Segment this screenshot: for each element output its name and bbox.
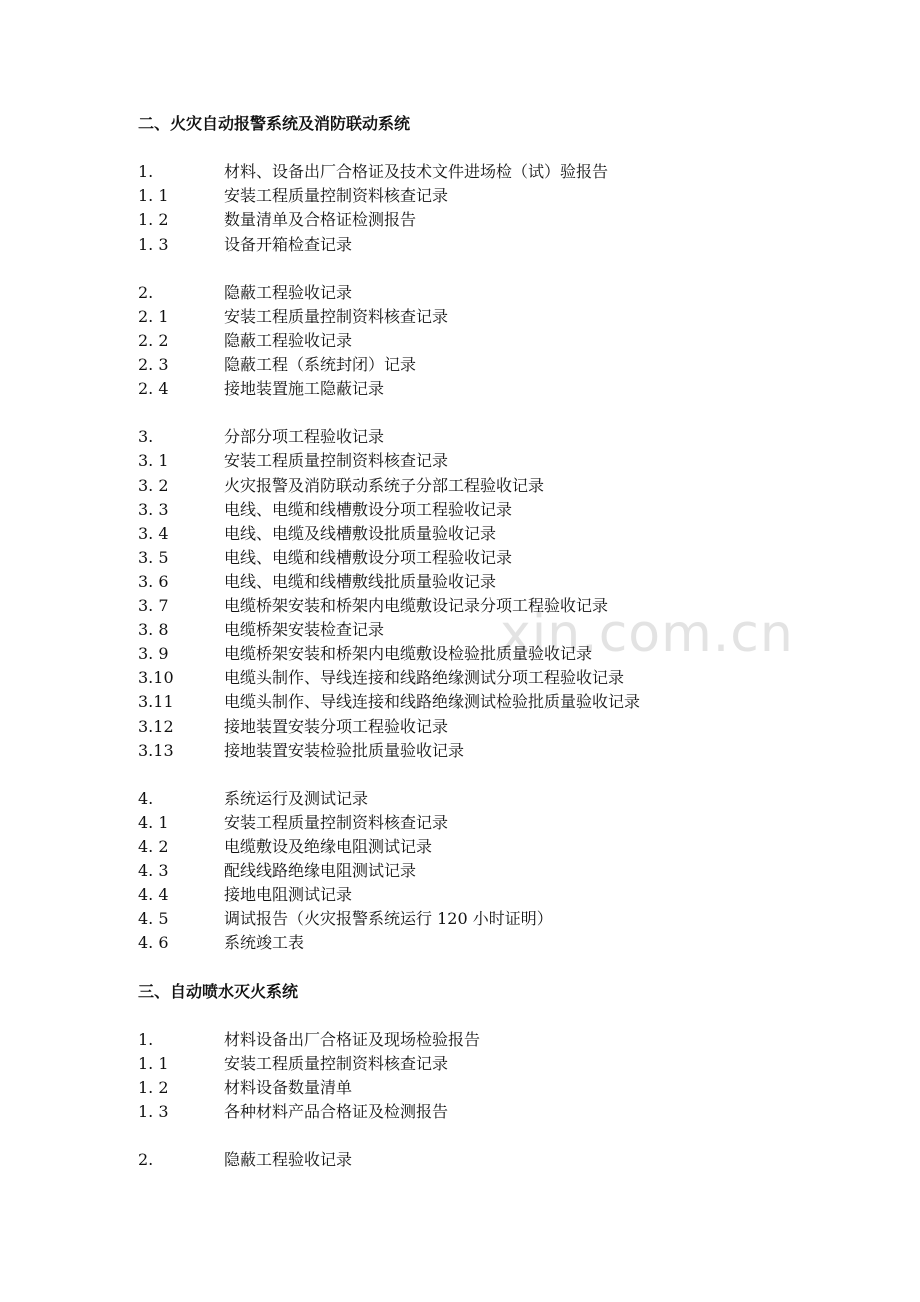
item-text: 火灾报警及消防联动系统子分部工程验收记录 [224,475,545,495]
item-number: 4. 1 [138,812,169,832]
item-text: 电缆桥架安装检查记录 [224,620,385,640]
item-number: 3.10 [138,668,174,688]
item-text: 电缆桥架安装和桥架内电缆敷设记录分项工程验收记录 [224,596,609,615]
item-number: 3. 3 [138,499,169,519]
item-number: 3. 2 [138,475,169,495]
item-text: 材料、设备出厂合格证及技术文件进场检（试）验报告 [224,162,609,182]
item-text: 各种材料产品合格证及检测报告 [224,1102,449,1122]
item-text: 安装工程质量控制资料核查记录 [224,1053,449,1073]
item-text: 安装工程质量控制资料核查记录 [224,812,449,832]
item-number: 3.13 [138,740,174,760]
item-text: 接地装置安装分项工程验收记录 [224,716,449,736]
item-number: 3.11 [138,692,174,712]
item-number: 4. 3 [138,861,169,881]
item-number: 3. 5 [138,547,169,567]
item-number: 3. 9 [138,644,169,664]
item-text: 分部分项工程验收记录 [224,427,385,447]
item-number: 3. [138,427,154,447]
item-text: 设备开箱检查记录 [224,234,353,254]
item-text: 隐蔽工程验收记录 [224,330,353,350]
watermark: xin.com.cn [500,604,794,664]
item-number: 3. 8 [138,620,169,640]
item-text: 电线、电缆和线槽敷线批质量验收记录 [224,571,497,591]
item-number: 1. [138,1029,154,1049]
item-number: 1. 1 [138,1053,169,1073]
item-number: 2. [138,282,154,302]
item-text: 电线、电缆和线槽敷设分项工程验收记录 [224,547,513,567]
item-text: 电缆桥架安装和桥架内电缆敷设检验批质量验收记录 [224,644,593,664]
item-text: 安装工程质量控制资料核查记录 [224,451,449,471]
item-number: 2. [138,1150,154,1170]
item-text: 材料设备出厂合格证及现场检验报告 [224,1029,481,1049]
item-text: 配线线路绝缘电阻测试记录 [224,861,417,881]
item-number: 4. 6 [138,933,169,953]
item-text: 电线、电缆和线槽敷设分项工程验收记录 [224,499,513,519]
item-number: 3.12 [138,716,174,736]
item-text: 隐蔽工程验收记录 [224,1150,353,1170]
item-text: 接地电阻测试记录 [224,885,353,905]
item-text: 隐蔽工程（系统封闭）记录 [224,355,417,374]
item-number: 3. 7 [138,596,169,615]
item-text: 系统运行及测试记录 [224,788,369,808]
item-text: 隐蔽工程验收记录 [224,282,353,302]
item-number: 4. 2 [138,837,169,856]
section-heading: 三、自动喷水灭火系统 [138,981,299,1001]
item-text: 电缆头制作、导线连接和线路绝缘测试检验批质量验收记录 [224,692,641,712]
item-number: 3. 4 [138,523,169,543]
item-number: 2. 4 [138,379,169,399]
item-text: 数量清单及合格证检测报告 [224,210,417,230]
item-number: 1. 3 [138,1102,169,1122]
item-number: 3. 1 [138,451,169,471]
item-text: 材料设备数量清单 [224,1078,353,1097]
item-text: 接地装置施工隐蔽记录 [224,379,385,399]
item-number: 2. 3 [138,355,169,374]
item-number: 1. [138,162,154,182]
item-number: 1. 3 [138,234,169,254]
item-text: 调试报告（火灾报警系统运行 120 小时证明） [224,909,553,929]
item-number: 4. [138,788,154,808]
item-text: 系统竣工表 [224,933,305,953]
item-text: 安装工程质量控制资料核查记录 [224,186,449,206]
item-number: 1. 2 [138,210,169,230]
item-number: 4. 5 [138,909,169,929]
item-number: 2. 1 [138,306,169,326]
item-text: 接地装置安装检验批质量验收记录 [224,740,465,760]
item-number: 3. 6 [138,571,169,591]
item-text: 电线、电缆及线槽敷设批质量验收记录 [224,523,497,543]
item-text: 电缆敷设及绝缘电阻测试记录 [224,837,433,856]
item-text: 安装工程质量控制资料核查记录 [224,306,449,326]
item-text: 电缆头制作、导线连接和线路绝缘测试分项工程验收记录 [224,668,625,688]
item-number: 2. 2 [138,330,169,350]
item-number: 1. 1 [138,186,169,206]
section-heading: 二、火灾自动报警系统及消防联动系统 [138,114,411,133]
item-number: 4. 4 [138,885,169,905]
item-number: 1. 2 [138,1078,169,1097]
